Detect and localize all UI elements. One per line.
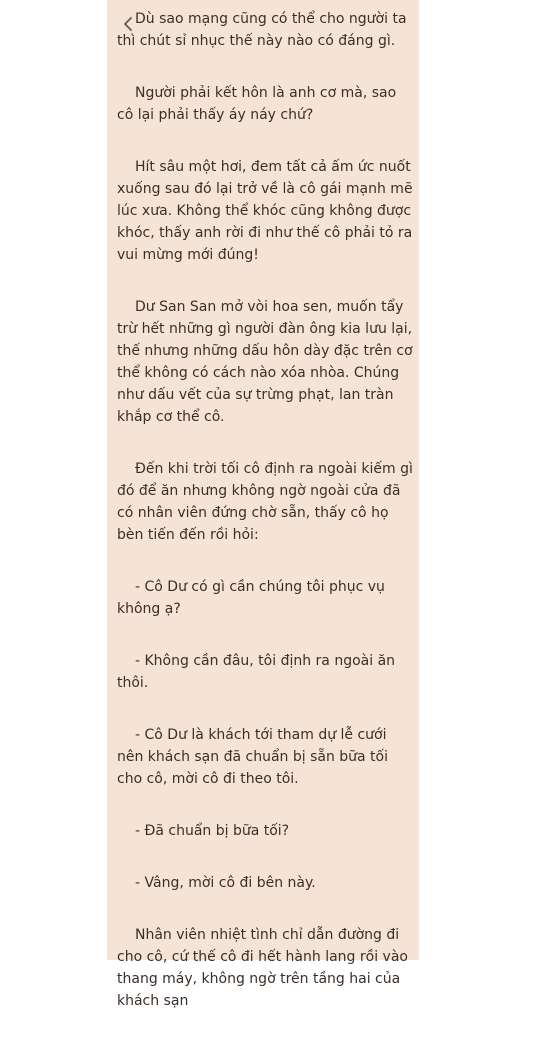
paragraph: - Đã chuẩn bị bữa tối? bbox=[135, 823, 290, 839]
reading-column[interactable] bbox=[107, 0, 419, 1009]
paragraph: - Cô Dư là khách tới tham dự lễ cưới nên khách sạn đã chuẩn bị sẵn bữa tối cho cô, mời cô đi theo tôi. bbox=[117, 727, 389, 787]
paragraph: - Không cần đâu, tôi định ra ngoài ăn thôi. bbox=[117, 653, 396, 691]
paragraph: Đến khi trời tối cô định ra ngoài kiếm gì đó để ăn nhưng không ngờ ngoài cửa đã có nhân viên đứng chờ sẵn, thấy cô họ bèn tiến đến rồi hỏi: bbox=[117, 461, 413, 543]
chapter-text bbox=[117, 8, 413, 1042]
paragraph: Nhân viên nhiệt tình chỉ dẫn đường đi cho cô, cứ thế cô đi hết hành lang rồi vào thang máy, không ngờ trên tầng hai của khách sạn bbox=[117, 927, 408, 1009]
paragraph: Hít sâu một hơi, đem tất cả ấm ức nuốt xuống sau đó lại trở về là cô gái mạnh mẽ lúc xưa. Không thể khóc cũng không được khóc, thấy anh rời đi như thế cô phải tỏ ra vui mừng mới đúng! bbox=[117, 159, 413, 263]
paragraph: - Vâng, mời cô đi bên này. bbox=[135, 875, 316, 891]
back-button[interactable] bbox=[118, 12, 138, 36]
paragraph: Người phải kết hôn là anh cơ mà, sao cô lại phải thấy áy náy chứ? bbox=[117, 85, 397, 123]
paragraph: - Cô Dư có gì cần chúng tôi phục vụ không ạ? bbox=[117, 579, 385, 617]
chevron-left-icon bbox=[123, 17, 133, 31]
paragraph: Dù sao mạng cũng có thể cho người ta thì chút sỉ nhục thế này nào có đáng gì. bbox=[117, 11, 407, 49]
paragraph: Dư San San mở vòi hoa sen, muốn tẩy trừ hết những gì người đàn ông kia lưu lại, thế nhưng những dấu hôn dày đặc trên cơ thể không có cách nào xóa nhòa. Chúng như dấu vết của sự trừng phạt, lan tràn khắp cơ thể cô. bbox=[117, 299, 413, 425]
